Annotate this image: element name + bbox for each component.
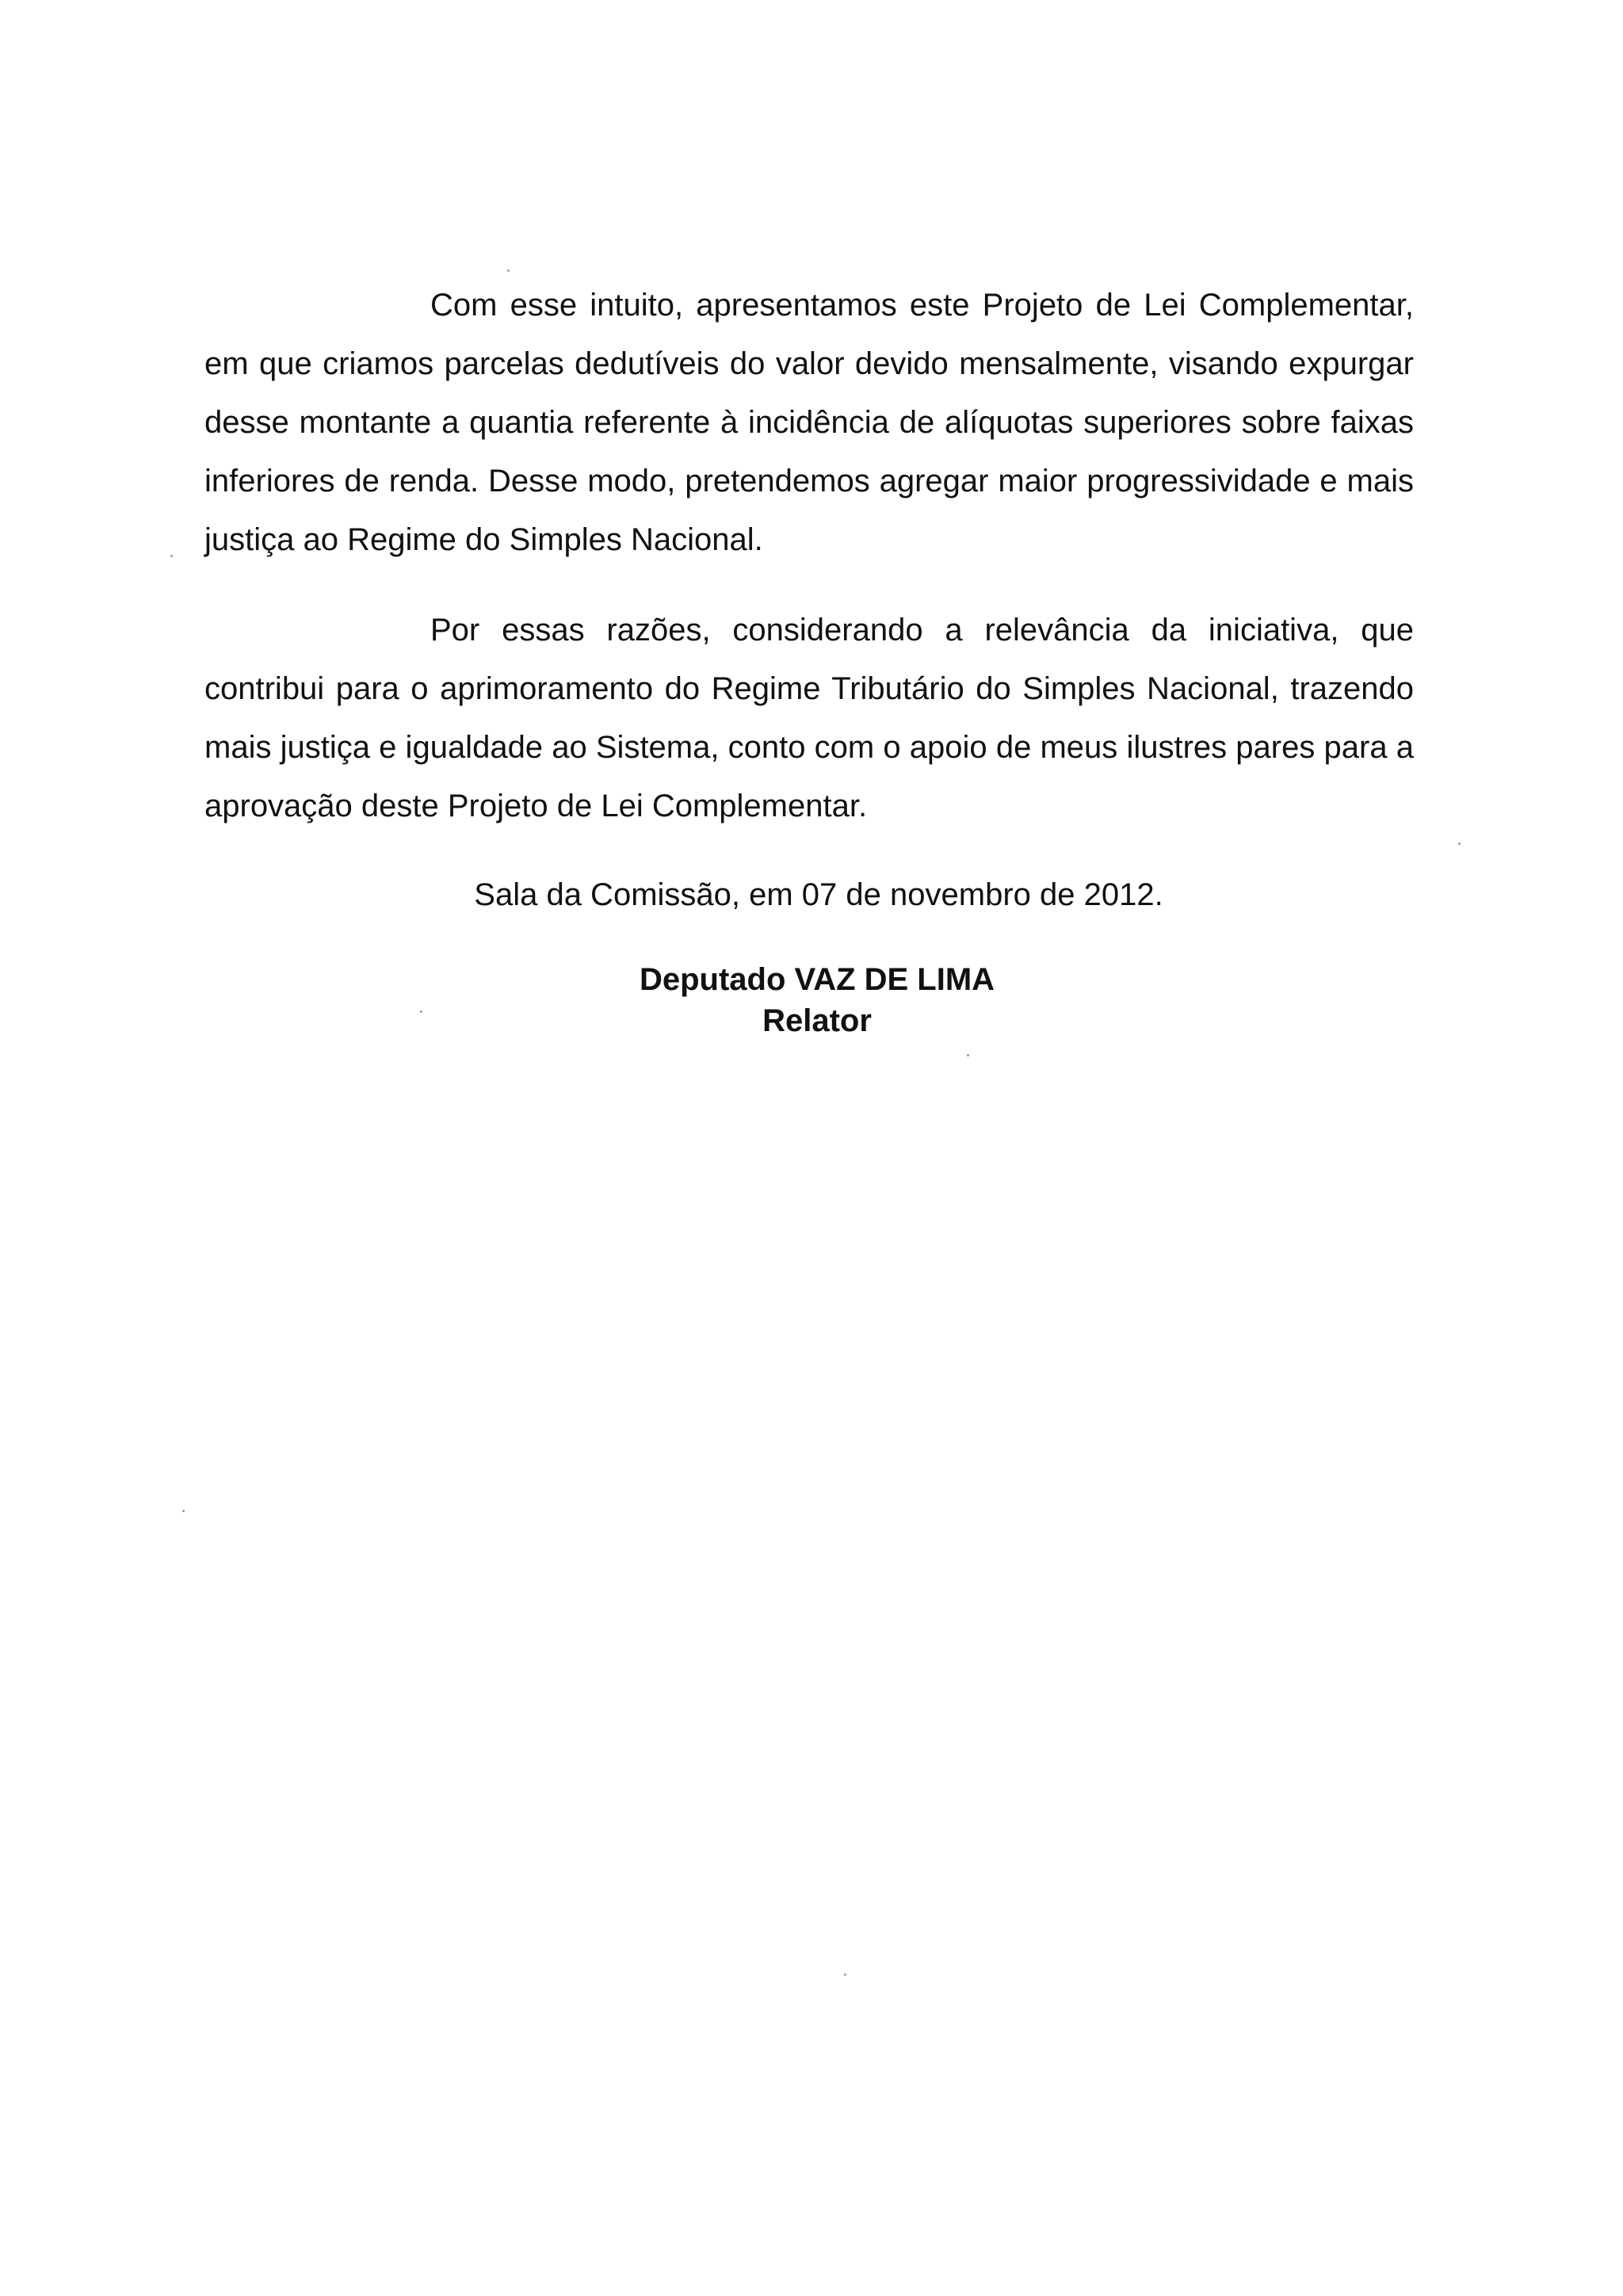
signoff-place-date: Sala da Comissão, em 07 de novembro de 2012. (474, 877, 1163, 912)
scan-speck (170, 555, 173, 557)
signature-role: Relator (762, 1003, 872, 1038)
signature-block (0, 959, 1623, 1041)
paragraph-intent: Com esse intuito, apresentamos este Projeto de Lei Complementar, em que criamos parcelas dedutíveis do valor devido mensalmente, visando expurgar desse montante a quantia referente à incidência de alíquotas superiores sobre faixas inferiores de renda. Desse modo, pretendemos agregar maior progressividade e mais justiça ao Regime do Simples Nacional. (204, 288, 1414, 557)
paragraph-reasons: Por essas razões, considerando a relevância da iniciativa, que contribui para o aprimoramento do Regime Tributário do Simples Nacional, trazendo mais justiça e igualdade ao Sistema, conto com o apoio de meus ilustres pares para a aprovação deste Projeto de Lei Complementar. (204, 613, 1414, 823)
scan-speck (967, 1054, 969, 1056)
scan-speck (420, 1010, 422, 1013)
signature-name: Deputado VAZ DE LIMA (639, 962, 995, 997)
scan-speck (1458, 842, 1461, 845)
scan-speck (844, 1973, 846, 1976)
scan-speck (182, 1510, 185, 1512)
scan-speck (507, 269, 510, 272)
